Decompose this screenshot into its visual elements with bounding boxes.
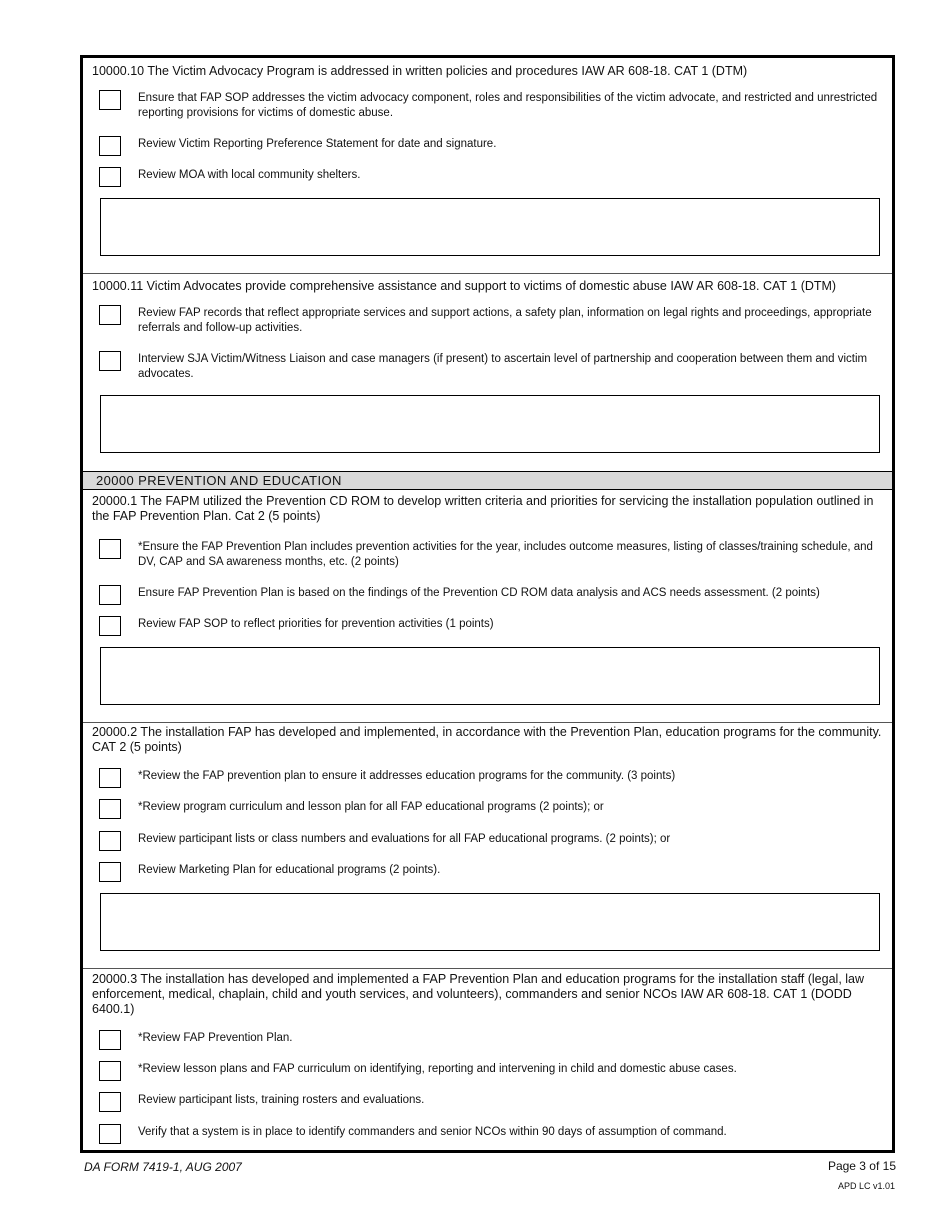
checkbox[interactable] bbox=[99, 799, 121, 819]
checkbox[interactable] bbox=[99, 351, 121, 371]
checkbox[interactable] bbox=[99, 585, 121, 605]
checklist-item bbox=[99, 1061, 886, 1085]
checklist-item bbox=[99, 539, 886, 568]
checklist-item bbox=[99, 862, 886, 886]
checkbox[interactable] bbox=[99, 90, 121, 110]
checkbox[interactable] bbox=[99, 616, 121, 636]
checklist-item-text: *Review program curriculum and lesson plan for all FAP educational programs (2 points); or bbox=[138, 801, 604, 813]
checklist-item-text: *Review lesson plans and FAP curriculum on identifying, reporting and intervening in child and domestic abuse cases. bbox=[138, 1063, 737, 1075]
section-heading: 10000.10 The Victim Advocacy Program is addressed in written policies and procedures IAW AR 608-18. CAT 1 (DTM) bbox=[92, 64, 748, 78]
section-20000-1 bbox=[83, 490, 892, 723]
checkbox[interactable] bbox=[99, 862, 121, 882]
page-number: Page 3 of 15 bbox=[827, 1159, 896, 1173]
checklist-item-text: Review FAP SOP to reflect priorities for prevention activities (1 points) bbox=[138, 618, 494, 630]
checkbox[interactable] bbox=[99, 167, 121, 187]
section-heading: 20000.1 The FAPM utilized the Prevention CD ROM to develop written criteria and priorities for servicing the installation population outlined in the FAP Prevention Plan. Cat 2 (5 points) bbox=[92, 494, 874, 523]
checklist-item bbox=[99, 768, 886, 792]
checklist-item-text: *Review FAP Prevention Plan. bbox=[138, 1032, 293, 1044]
band-title: 20000 PREVENTION AND EDUCATION bbox=[96, 473, 342, 488]
section-20000-2 bbox=[83, 723, 892, 969]
checklist-item-text: Verify that a system is in place to identify commanders and senior NCOs within 90 days of assumption of command. bbox=[138, 1126, 727, 1138]
version-label: APD LC v1.01 bbox=[837, 1181, 895, 1191]
checklist-item-text: Ensure that FAP SOP addresses the victim advocacy component, roles and responsibilities of the victim advocate, and restricted and unrestricted reporting provisions for victims of domestic abuse. bbox=[138, 92, 878, 119]
checkbox[interactable] bbox=[99, 1124, 121, 1144]
checklist-item bbox=[99, 616, 886, 640]
section-heading: 20000.2 The installation FAP has developed and implemented, in accordance with the Prevention Plan, education programs for the community. CAT 2 (5 points) bbox=[92, 725, 882, 754]
comments-box[interactable] bbox=[100, 395, 880, 453]
checkbox[interactable] bbox=[99, 539, 121, 559]
checklist-item-text: Ensure FAP Prevention Plan is based on the findings of the Prevention CD ROM data analysis and ACS needs assessment. (2 points) bbox=[138, 587, 820, 599]
section-heading: 10000.11 Victim Advocates provide comprehensive assistance and support to victims of domestic abuse IAW AR 608-18. CAT 1 (DTM) bbox=[92, 279, 837, 293]
section-10000-10 bbox=[83, 58, 892, 274]
comments-box[interactable] bbox=[100, 647, 880, 705]
checklist-item bbox=[99, 585, 886, 609]
checklist-item-text: Review Marketing Plan for educational programs (2 points). bbox=[138, 864, 441, 876]
section-heading: 20000.3 The installation has developed and implemented a FAP Prevention Plan and education programs for the installation staff (legal, law enforcement, medical, chaplain, child and youth services, and volunteers), commanders and senior NCOs IAW AR 608-18. CAT 1 (DODD 6400.1) bbox=[92, 972, 865, 1016]
comments-box[interactable] bbox=[100, 198, 880, 256]
checklist-item bbox=[99, 305, 886, 334]
section-20000-3 bbox=[83, 969, 892, 1150]
section-10000-11 bbox=[83, 274, 892, 471]
checkbox[interactable] bbox=[99, 1092, 121, 1112]
checkbox[interactable] bbox=[99, 831, 121, 851]
checkbox[interactable] bbox=[99, 1030, 121, 1050]
checklist-item-text: Review Victim Reporting Preference Statement for date and signature. bbox=[138, 138, 497, 150]
checklist-item bbox=[99, 831, 886, 855]
checklist-item bbox=[99, 351, 886, 380]
checklist-item bbox=[99, 799, 886, 823]
checklist-form bbox=[80, 55, 895, 1153]
checkbox[interactable] bbox=[99, 768, 121, 788]
form-id: DA FORM 7419-1, AUG 2007 bbox=[84, 1160, 242, 1174]
checklist-item-text: Interview SJA Victim/Witness Liaison and case managers (if present) to ascertain level of partnership and cooperation between them and victim advocates. bbox=[138, 353, 868, 380]
checkbox[interactable] bbox=[99, 305, 121, 325]
checklist-item bbox=[99, 90, 886, 119]
checklist-item-text: Review MOA with local community shelters. bbox=[138, 169, 361, 181]
checklist-item bbox=[99, 1030, 886, 1054]
checklist-item bbox=[99, 136, 886, 160]
checklist-item bbox=[99, 1124, 886, 1148]
checklist-item-text: Review participant lists or class numbers and evaluations for all FAP educational programs. (2 points); or bbox=[138, 833, 671, 845]
checkbox[interactable] bbox=[99, 136, 121, 156]
section-band bbox=[83, 471, 892, 490]
comments-box[interactable] bbox=[100, 893, 880, 951]
checklist-item-text: Review FAP records that reflect appropriate services and support actions, a safety plan, information on legal rights and proceedings, appropriate referrals and follow-up activities. bbox=[138, 307, 872, 334]
checklist-item-text: Review participant lists, training rosters and evaluations. bbox=[138, 1094, 425, 1106]
checklist-item-text: *Review the FAP prevention plan to ensure it addresses education programs for the community. (3 points) bbox=[138, 770, 676, 782]
checklist-item bbox=[99, 1092, 886, 1116]
checkbox[interactable] bbox=[99, 1061, 121, 1081]
checklist-item bbox=[99, 167, 886, 191]
checklist-item-text: *Ensure the FAP Prevention Plan includes prevention activities for the year, includes outcome measures, listing of classes/training schedule, and DV, CAP and SA awareness months, etc. (2 points) bbox=[138, 541, 873, 568]
